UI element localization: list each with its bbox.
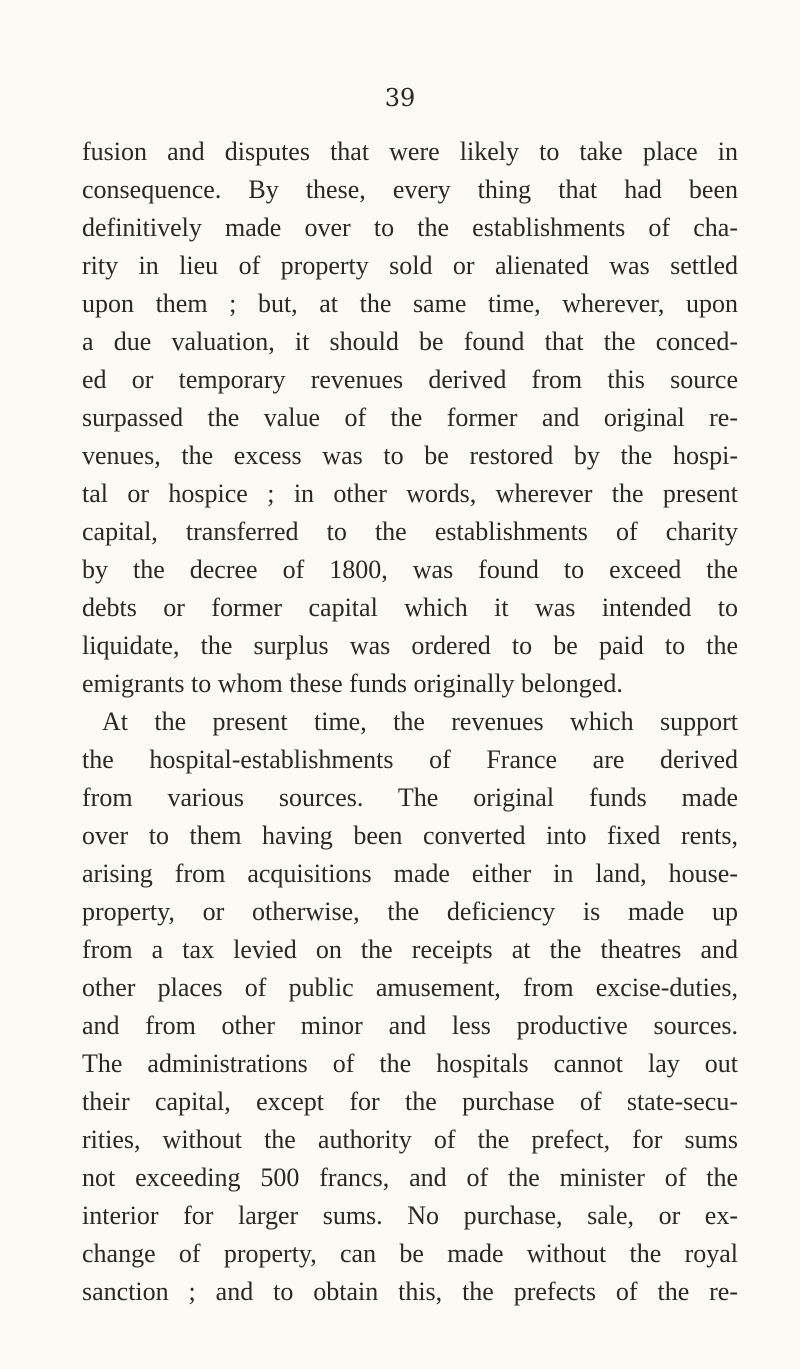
text-line: rity in lieu of property sold or alienated was settled — [82, 251, 738, 280]
text-line: upon them ; but, at the same time, wherever, upon — [82, 289, 738, 318]
text-line: the hospital-establishments of France are derived — [82, 745, 738, 774]
text-line: interior for larger sums. No purchase, sale, or ex- — [82, 1201, 738, 1230]
page-number: 39 — [384, 84, 416, 112]
text-line: At the present time, the revenues which support — [102, 707, 738, 736]
body-text — [82, 133, 738, 1311]
text-line: over to them having been converted into fixed rents, — [82, 821, 738, 850]
text-line: from various sources. The original funds made — [82, 783, 738, 812]
text-line: definitively made over to the establishments of cha- — [82, 213, 738, 242]
text-line: consequence. By these, every thing that had been — [82, 175, 738, 204]
text-line: emigrants to whom these funds originally belonged. — [82, 669, 623, 698]
text-line: arising from acquisitions made either in land, house- — [82, 859, 738, 888]
text-line: by the decree of 1800, was found to exceed the — [82, 555, 738, 584]
text-line: not exceeding 500 francs, and of the minister of the — [82, 1163, 738, 1192]
text-line: tal or hospice ; in other words, wherever the present — [82, 479, 738, 508]
text-line: their capital, except for the purchase of state-secu- — [82, 1087, 738, 1116]
text-line: The administrations of the hospitals cannot lay out — [82, 1049, 738, 1078]
text-line: change of property, can be made without the royal — [82, 1239, 738, 1268]
text-line: debts or former capital which it was intended to — [82, 593, 738, 622]
text-line: other places of public amusement, from excise-duties, — [82, 973, 738, 1002]
text-line: sanction ; and to obtain this, the prefects of the re- — [82, 1277, 738, 1306]
text-line: surpassed the value of the former and original re- — [82, 403, 738, 432]
text-line: ed or temporary revenues derived from this source — [82, 365, 738, 394]
text-line: capital, transferred to the establishments of charity — [82, 517, 738, 546]
text-line: a due valuation, it should be found that the conced- — [82, 327, 738, 356]
text-line: venues, the excess was to be restored by the hospi- — [82, 441, 738, 470]
text-line: from a tax levied on the receipts at the theatres and — [82, 935, 738, 964]
text-line: and from other minor and less productive sources. — [82, 1011, 738, 1040]
text-line: property, or otherwise, the deficiency is made up — [82, 897, 738, 926]
text-line: rities, without the authority of the prefect, for sums — [82, 1125, 738, 1154]
text-line: liquidate, the surplus was ordered to be paid to the — [82, 631, 738, 660]
text-line: fusion and disputes that were likely to take place in — [82, 137, 738, 166]
